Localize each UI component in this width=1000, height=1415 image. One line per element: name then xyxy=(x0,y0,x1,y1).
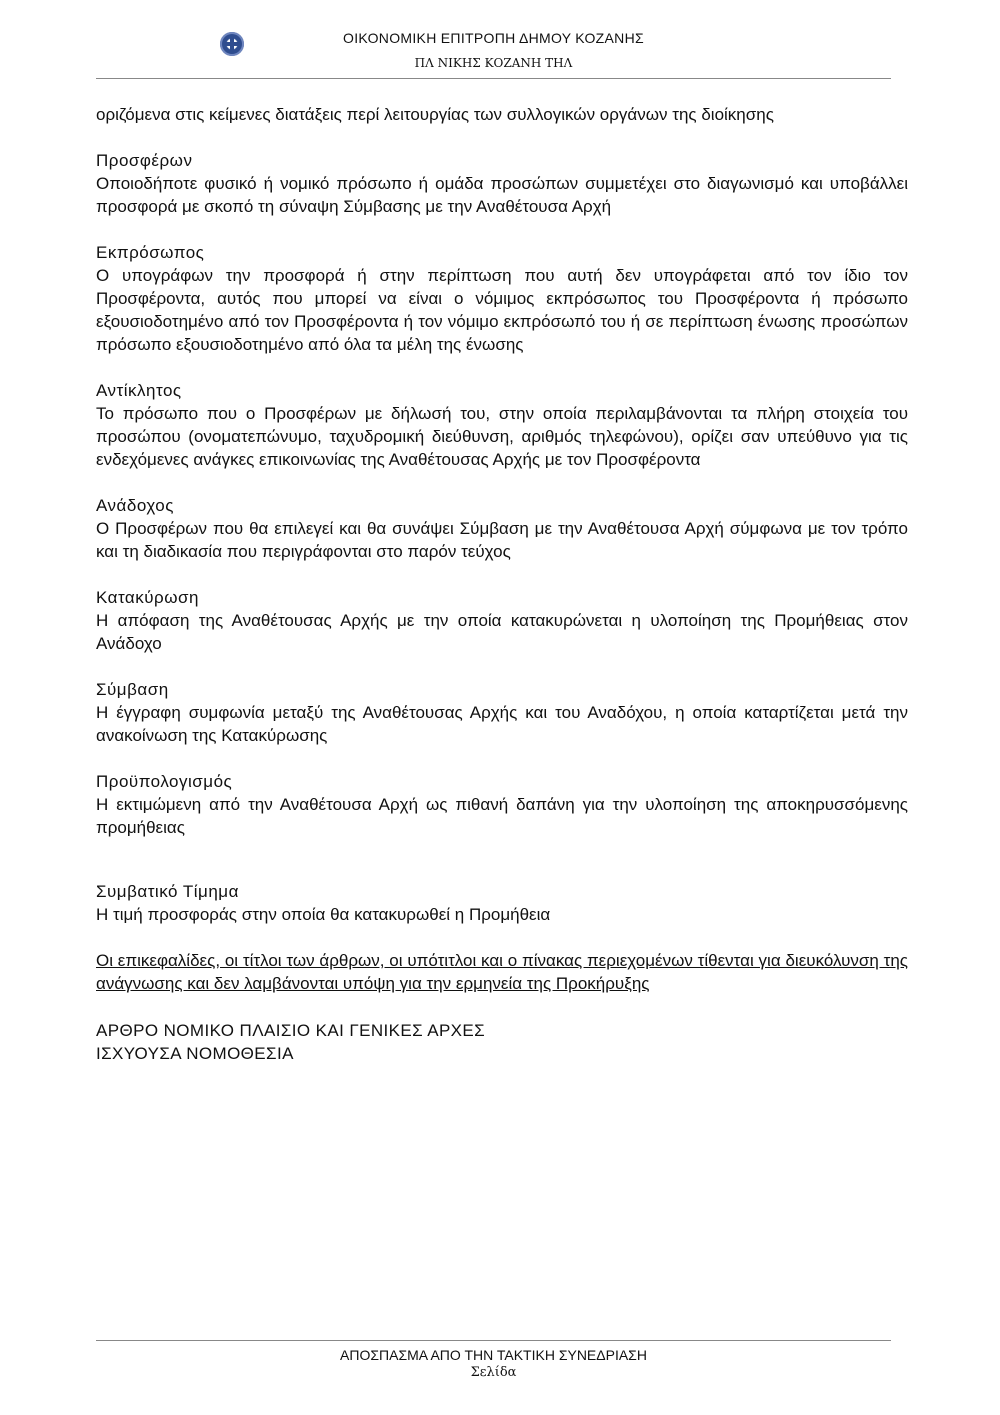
definition-proposer xyxy=(96,149,908,218)
headings-note-text: Οι επικεφαλίδες, οι τίτλοι των άρθρων, οι υπότιτλοι και ο πίνακας περιεχομένων τίθενται για διευκόλυνση της ανάγνωσης και δεν λαμβάνονται υπόψη για την ερμηνεία της Προκήρυξης xyxy=(96,951,908,993)
definition-term: Σύμβαση xyxy=(96,680,169,699)
headings-note xyxy=(96,949,908,995)
page-footer xyxy=(96,1340,891,1380)
definition-text: Οποιοδήποτε φυσικό ή νομικό πρόσωπο ή ομάδα προσώπων συμμετέχει στο διαγωνισμό και υποβάλλει προσφορά με σκοπό τη σύναψη Σύμβασης με την Αναθέτουσα Αρχή xyxy=(96,174,908,216)
definition-representative xyxy=(96,241,908,356)
definition-text: Ο υπογράφων την προσφορά ή στην περίπτωση που αυτή δεν υπογράφεται από τον ίδιο τον Προσφέροντα, αυτός που μπορεί να είναι ο νόμιμος εκπρόσωπος του Προσφέροντα ή πρόσωπο εξουσιοδοτημένο από τον Προσφέροντα ή τον νόμιμο εκπρόσωπό του ή σε περίπτωση ένωσης προσώπων πρόσωπο εξουσιοδοτημένο από όλα τα μέλη της ένωσης xyxy=(96,266,908,354)
definition-term: Συμβατικό Τίμημα xyxy=(96,882,239,901)
definition-term: Ανάδοχος xyxy=(96,496,174,515)
document-body xyxy=(96,103,908,1065)
definition-term: Εκπρόσωπος xyxy=(96,243,205,262)
definition-text: Η έγγραφη συμφωνία μεταξύ της Αναθέτουσας Αρχής και του Αναδόχου, η οποία καταρτίζεται μετά την ανακοίνωση της Κατακύρωσης xyxy=(96,703,908,745)
definition-term: Προϋπολογισμός xyxy=(96,772,233,791)
definition-contract xyxy=(96,678,908,747)
footer-title: ΑΠΟΣΠΑΣΜΑ ΑΠΟ ΤΗΝ ΤΑΚΤΙΚΗ ΣΥΝΕΔΡΙΑΣΗ xyxy=(340,1347,647,1363)
page-number: Σελίδα xyxy=(470,1365,517,1380)
article-heading xyxy=(96,1019,908,1065)
article-subtitle: ΙΣΧΥΟΥΣΑ ΝΟΜΟΘΕΣΙΑ xyxy=(96,1044,294,1063)
definition-text: Η εκτιμώμενη από την Αναθέτουσα Αρχή ως πιθανή δαπάνη για την υλοποίηση της αποκηρυσσόμενης προμήθειας xyxy=(96,795,908,837)
definition-term: Προσφέρων xyxy=(96,151,193,170)
definition-text: Η απόφαση της Αναθέτουσας Αρχής με την οποία κατακυρώνεται η υλοποίηση της Προμήθειας στον Ανάδοχο xyxy=(96,611,908,653)
article-title: ΑΡΘΡΟ ΝΟΜΙΚΟ ΠΛΑΙΣΙΟ ΚΑΙ ΓΕΝΙΚΕΣ ΑΡΧΕΣ xyxy=(96,1021,486,1040)
definition-text: Η τιμή προσφοράς στην οποία θα κατακυρωθεί η Προμήθεια xyxy=(96,905,551,924)
spacer xyxy=(96,862,908,880)
definition-award xyxy=(96,586,908,655)
page-header xyxy=(96,26,891,79)
definition-term: Κατακύρωση xyxy=(96,588,199,607)
definition-continuation xyxy=(96,103,908,126)
definition-contractor xyxy=(96,494,908,563)
definition-text: οριζόμενα στις κείμενες διατάξεις περί λειτουργίας των συλλογικών οργάνων της διοίκησης xyxy=(96,105,774,124)
header-address: ΠΛ ΝΙΚΗΣ ΚΟΖΑΝΗ ΤΗΛ xyxy=(414,56,573,70)
header-title: ΟΙΚΟΝΟΜΙΚΗ ΕΠΙΤΡΟΠΗ ΔΗΜΟΥ ΚΟΖΑΝΗΣ xyxy=(343,30,644,46)
definition-text: Το πρόσωπο που ο Προσφέρων με δήλωσή του, στην οποία περιλαμβάνονται τα πλήρη στοιχεία του προσώπου (ονοματεπώνυμο, ταχυδρομική διεύθυνση, αριθμός τηλεφώνου), ορίζει σαν υπεύθυνο για τις ενδεχόμενες ανάγκες επικοινωνίας της Αναθέτουσας Αρχής με τον Προσφέροντα xyxy=(96,404,908,469)
definition-text: Ο Προσφέρων που θα επιλεγεί και θα συνάψει Σύμβαση με την Αναθέτουσα Αρχή σύμφωνα με τον τρόπο και τη διαδικασία που περιγράφονται στο παρόν τεύχος xyxy=(96,519,908,561)
definition-agent xyxy=(96,379,908,471)
definition-budget xyxy=(96,770,908,839)
definition-contract-price xyxy=(96,880,908,926)
definition-term: Αντίκλητος xyxy=(96,381,182,400)
